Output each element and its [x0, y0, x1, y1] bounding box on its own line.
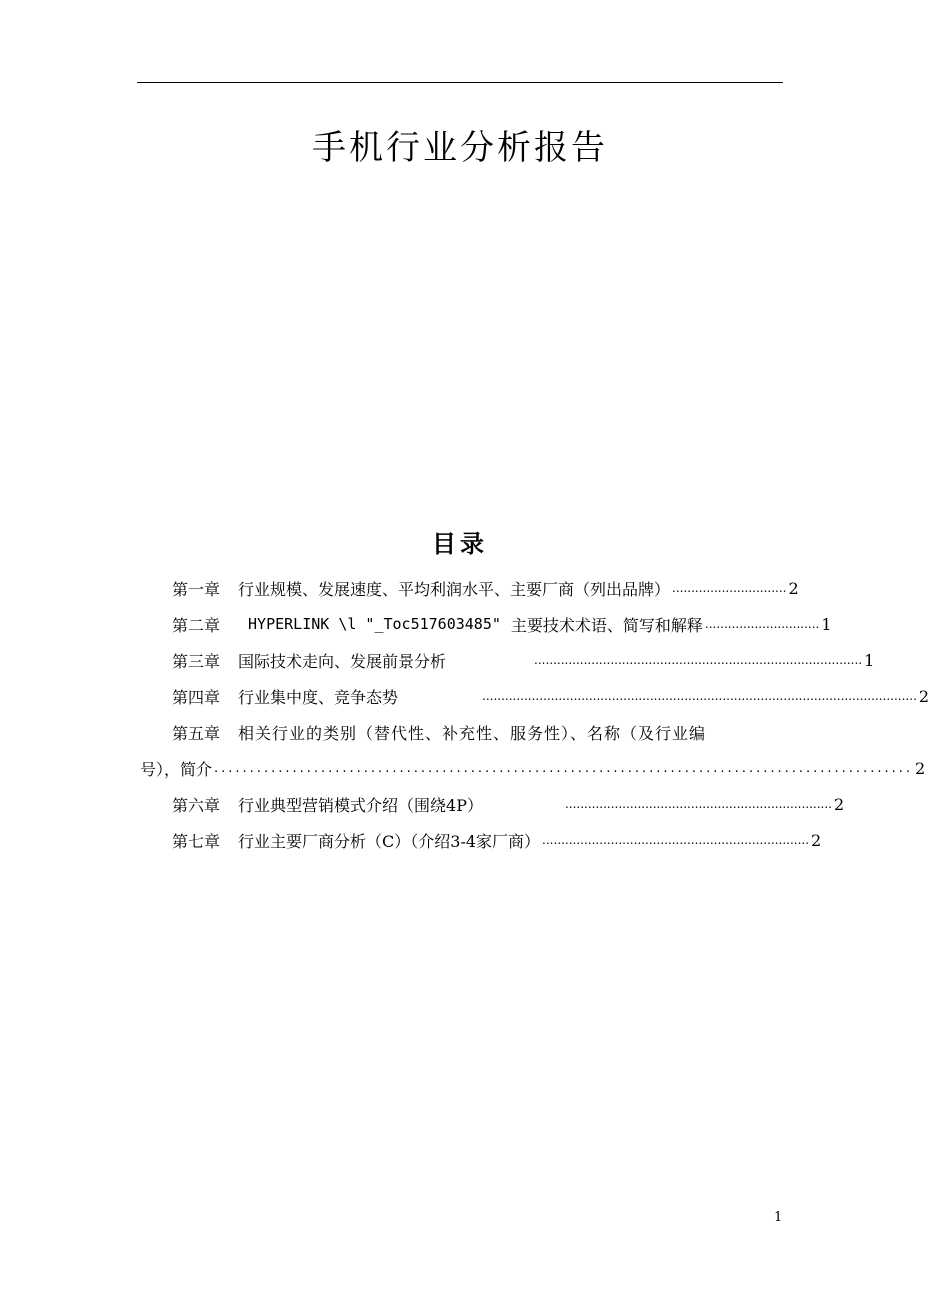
toc-entry-5[interactable] [140, 714, 926, 786]
toc-topic: 国际技术走向、发展前景分析 [238, 651, 447, 671]
page-number: 1 [774, 1210, 783, 1225]
toc-page-number: 1 [821, 614, 832, 634]
toc-page-number: 2 [788, 578, 799, 598]
toc-topic-continuation: 号），简介 [140, 759, 213, 779]
toc-heading: 目录 [432, 529, 488, 558]
toc-entry-6[interactable] [140, 786, 845, 822]
toc-chapter-label: 第六章 [172, 795, 221, 815]
toc-entry-3[interactable] [140, 642, 875, 678]
toc-leader: ...................................................................... [542, 833, 810, 847]
toc-chapter-label: 第七章 [172, 831, 221, 851]
toc-entry-7[interactable] [140, 822, 822, 858]
toc-topic: 行业规模、发展速度、平均利润水平、主要厂商（列出品牌） [238, 579, 671, 599]
toc-topic: 主要技术术语、简写和解释 [510, 615, 703, 635]
toc-chapter-label: 第二章 [172, 615, 221, 635]
toc-topic: 行业主要厂商分析（C）（介绍3-4家厂商） [238, 831, 541, 851]
toc-leader: .................................................................................................. [214, 760, 913, 776]
toc-leader: .............................. [672, 581, 787, 595]
toc-chapter-label: 第三章 [172, 651, 221, 671]
header-rule [137, 82, 783, 83]
toc-page-number: 2 [833, 794, 845, 814]
toc-leader: .............................. [704, 617, 820, 631]
toc-topic: 行业典型营销模式介绍（围绕4P） [238, 795, 483, 815]
toc-chapter-label: 第五章 [172, 723, 221, 743]
toc-chapter-label: 第四章 [172, 687, 221, 707]
toc-page-number: 1 [864, 650, 875, 670]
toc-hyperlink-field: HYPERLINK \l "_Toc517603485" [248, 615, 501, 633]
toc-leader: ...................................................................... [564, 797, 832, 811]
toc-page-number: 2 [811, 830, 822, 850]
toc-entry-1[interactable] [140, 570, 799, 606]
document-title: 手机行业分析报告 [312, 128, 608, 168]
toc-topic: 行业集中度、竞争态势 [238, 687, 399, 707]
toc-leader: .................................................................................................................. [482, 689, 917, 703]
toc-chapter-label: 第一章 [172, 579, 221, 599]
table-of-contents [140, 570, 929, 858]
toc-topic: 相关行业的类别（替代性、补充性、服务性）、名称（及行业编 [238, 723, 707, 743]
toc-entry-2[interactable] [140, 606, 832, 642]
toc-leader: ...................................................................................... [534, 653, 863, 667]
toc-entry-4[interactable] [140, 678, 929, 714]
toc-page-number: 2 [914, 758, 926, 778]
toc-page-number: 2 [918, 686, 929, 706]
